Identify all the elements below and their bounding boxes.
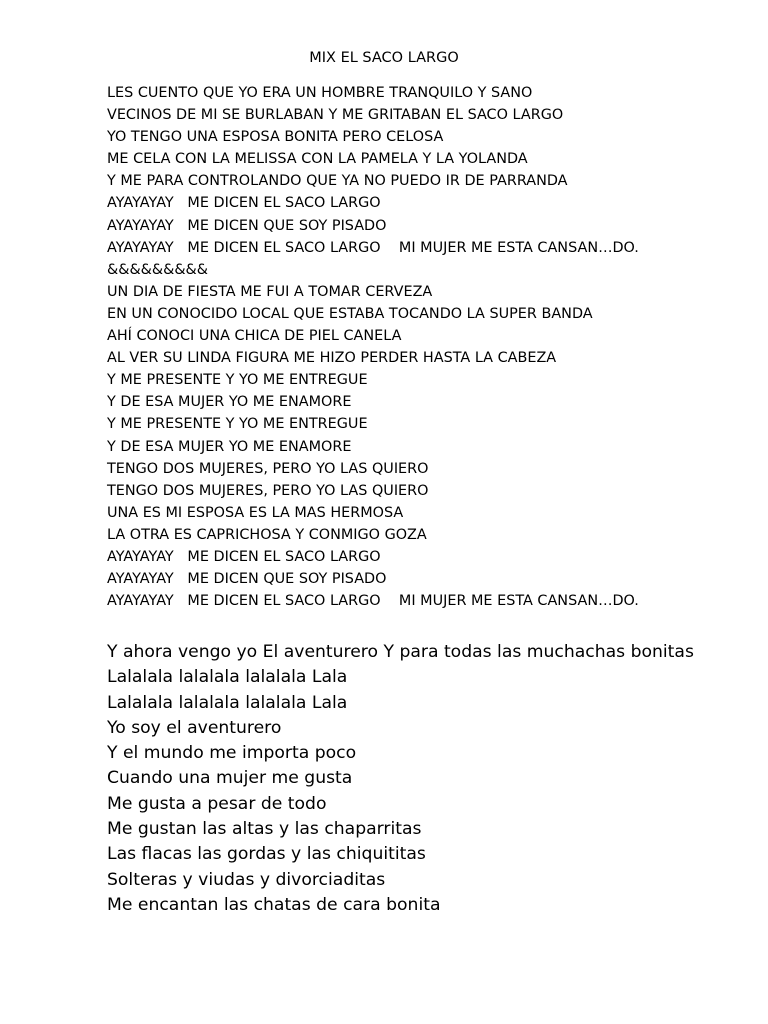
lyric-line: AHÍ CONOCI UNA CHICA DE PIEL CANELA [107, 328, 402, 345]
lyric-line: AYAYAYAY ME DICEN EL SACO LARGO MI MUJER ME ESTA CANSAN…DO. [107, 593, 639, 610]
lyric-line: Lalalala lalalala lalalala Lala [107, 692, 348, 713]
lyric-line: UNA ES MI ESPOSA ES LA MAS HERMOSA [107, 504, 404, 521]
lyric-line: Y ME PRESENTE Y YO ME ENTREGUE [107, 372, 368, 389]
lyric-line: Yo soy el aventurero [107, 717, 282, 738]
lyric-line: Solteras y viudas y divorciaditas [107, 869, 386, 890]
lyrics-section-upper [107, 82, 747, 612]
lyric-line: Y ahora vengo yo El aventurero Y para todas las muchachas bonitas [107, 642, 694, 662]
lyric-line: Y ME PARA CONTROLANDO QUE YA NO PUEDO IR DE PARRANDA [107, 173, 568, 190]
lyric-line: Y DE ESA MUJER YO ME ENAMORE [107, 438, 352, 455]
lyric-line: AYAYAYAY ME DICEN EL SACO LARGO [107, 195, 381, 212]
lyric-line: Y ME PRESENTE Y YO ME ENTREGUE [107, 416, 368, 433]
lyric-line: LES CUENTO QUE YO ERA UN HOMBRE TRANQUILO Y SANO [107, 85, 533, 101]
lyric-line: AL VER SU LINDA FIGURA ME HIZO PERDER HASTA LA CABEZA [107, 350, 557, 367]
lyric-line: AYAYAYAY ME DICEN EL SACO LARGO [107, 548, 381, 565]
lyric-line: TENGO DOS MUJERES, PERO YO LAS QUIERO [107, 460, 429, 477]
lyric-line: LA OTRA ES CAPRICHOSA Y CONMIGO GOZA [107, 526, 427, 543]
lyric-line: ME CELA CON LA MELISSA CON LA PAMELA Y LA YOLANDA [107, 151, 528, 168]
lyrics-section-lower [107, 640, 757, 918]
lyric-line: Y el mundo me importa poco [107, 743, 357, 764]
lyric-line: Me gustan las altas y las chaparritas [107, 819, 422, 840]
lyric-line: Me encantan las chatas de cara bonita [107, 894, 441, 915]
lyric-line: Cuando una mujer me gusta [107, 768, 353, 789]
lyric-line: AYAYAYAY ME DICEN QUE SOY PISADO [107, 571, 387, 588]
lyric-line: AYAYAYAY ME DICEN QUE SOY PISADO [107, 217, 387, 234]
lyric-line: Y DE ESA MUJER YO ME ENAMORE [107, 394, 352, 411]
lyric-line: Las flacas las gordas y las chiquititas [107, 844, 426, 865]
lyric-line: UN DIA DE FIESTA ME FUI A TOMAR CERVEZA [107, 283, 433, 300]
lyric-line: YO TENGO UNA ESPOSA BONITA PERO CELOSA [107, 129, 444, 146]
document-title: MIX EL SACO LARGO [309, 50, 459, 66]
lyric-line: TENGO DOS MUJERES, PERO YO LAS QUIERO [107, 482, 429, 499]
lyric-line: Me gusta a pesar de todo [107, 793, 327, 814]
lyric-line: VECINOS DE MI SE BURLABAN Y ME GRITABAN EL SACO LARGO [107, 107, 564, 124]
lyric-line: EN UN CONOCIDO LOCAL QUE ESTABA TOCANDO LA SUPER BANDA [107, 305, 593, 322]
lyric-line: AYAYAYAY ME DICEN EL SACO LARGO MI MUJER ME ESTA CANSAN…DO. [107, 239, 639, 256]
lyric-line: Lalalala lalalala lalalala Lala [107, 667, 348, 688]
lyric-line: &&&&&&&&& [107, 261, 208, 278]
